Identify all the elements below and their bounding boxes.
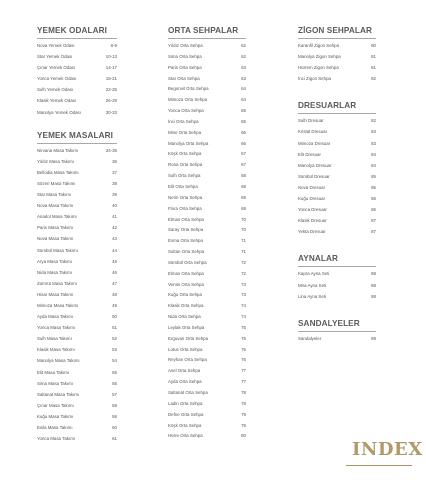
entry-page: 46 bbox=[112, 269, 117, 275]
entry-name: Klasik Dresuar bbox=[298, 218, 327, 224]
section bbox=[298, 26, 376, 87]
entry-page: 40 bbox=[112, 203, 117, 209]
index-entry bbox=[298, 336, 376, 347]
entry-page: 75 bbox=[241, 335, 246, 341]
entry-name: Mimoza Dresuar bbox=[298, 140, 331, 146]
entry-page: 67 bbox=[241, 151, 246, 157]
entry-name: Manolya Masa Takımı bbox=[37, 358, 80, 364]
index-entry bbox=[37, 314, 117, 325]
entry-page: 18-21 bbox=[105, 76, 117, 82]
entry-page: 55 bbox=[112, 369, 117, 375]
entry-page: 61 bbox=[112, 436, 117, 442]
entry-page: 86 bbox=[371, 196, 376, 202]
index-entry bbox=[298, 163, 376, 174]
entry-name: Nerin Orta Sehpa bbox=[168, 194, 203, 200]
entry-page: 70 bbox=[241, 216, 246, 222]
index-entry bbox=[37, 110, 117, 121]
index-entry bbox=[37, 403, 117, 414]
entry-page: 39 bbox=[112, 192, 117, 198]
section-divider bbox=[298, 113, 376, 114]
entry-name: Saltanat Masa Takımı bbox=[37, 391, 80, 397]
entry-name: Hisar Masa Takımı bbox=[37, 291, 74, 297]
entry-name: Esma Orta Sehpa bbox=[168, 238, 203, 244]
entry-name: Sultan Orta Sehpa bbox=[168, 249, 205, 255]
entry-page: 79 bbox=[241, 422, 246, 428]
column-3 bbox=[298, 26, 376, 347]
index-entry bbox=[168, 292, 246, 303]
index-entry bbox=[37, 181, 117, 192]
section-divider bbox=[37, 38, 117, 39]
entry-name: Saltanat Orta Sehpa bbox=[168, 390, 208, 395]
entry-name: Sulh Yemek Odası bbox=[37, 87, 74, 93]
entry-page: 51 bbox=[112, 325, 117, 331]
entry-page: 89 bbox=[371, 335, 376, 341]
entry-page: 74 bbox=[241, 303, 246, 309]
section bbox=[37, 26, 117, 121]
index-entry bbox=[168, 325, 246, 336]
index-entry bbox=[168, 433, 246, 444]
index-entry bbox=[37, 203, 117, 214]
index-entry bbox=[37, 248, 117, 259]
entry-name: Anadol Masa Takımı bbox=[37, 214, 77, 220]
entry-name: Mine Orta Sehpa bbox=[168, 129, 202, 135]
entry-page: 48 bbox=[112, 291, 117, 297]
index-entry bbox=[298, 65, 376, 76]
entry-page: 57 bbox=[112, 391, 117, 397]
index-entry bbox=[298, 174, 376, 185]
entry-page: 66 bbox=[241, 129, 246, 135]
index-entry bbox=[37, 214, 117, 225]
index-entry bbox=[298, 207, 376, 218]
index-entry bbox=[37, 148, 117, 159]
index-entry bbox=[168, 97, 246, 108]
entry-page: 80 bbox=[241, 433, 246, 439]
entry-page: 10-13 bbox=[105, 54, 117, 60]
entry-name: Nida Orta Sehpa bbox=[168, 314, 201, 320]
entry-name: İnci Zigon Sehpa bbox=[298, 76, 331, 82]
entry-name: Ayda Masa Takımı bbox=[37, 314, 73, 320]
index-entry bbox=[37, 425, 117, 436]
entry-page: 68 bbox=[241, 173, 246, 179]
entry-name: Klasik Masa Takımı bbox=[37, 347, 75, 353]
entry-name: Saray Orta Sehpa bbox=[168, 227, 204, 233]
entry-page: 54 bbox=[112, 358, 117, 364]
entry-page: 52 bbox=[112, 336, 117, 342]
entry-name: Elmas Orta Sehpa bbox=[168, 216, 204, 222]
section bbox=[298, 319, 376, 347]
index-entry bbox=[298, 294, 376, 305]
entry-page: 80 bbox=[371, 43, 376, 48]
entry-name: Mimoza Masa Takımı bbox=[37, 302, 79, 308]
entry-name: Sözen Masa Takımı bbox=[37, 180, 76, 186]
section-title: ZİGON SEHPALAR bbox=[298, 26, 373, 35]
section-divider bbox=[168, 38, 246, 39]
entry-page: 77 bbox=[241, 368, 246, 374]
entry-page: 62 bbox=[241, 53, 246, 59]
section-title: SANDALYELER bbox=[298, 318, 360, 328]
index-entry bbox=[37, 303, 117, 314]
entry-page: 50 bbox=[112, 314, 117, 320]
index-entry bbox=[168, 108, 246, 119]
entry-name: Star Yemek Odası bbox=[37, 54, 73, 60]
entry-page: 78 bbox=[241, 390, 246, 395]
index-entry bbox=[37, 347, 117, 358]
index-entry bbox=[168, 217, 246, 228]
entry-name: Paris Masa Takımı bbox=[37, 225, 74, 231]
index-entry bbox=[168, 336, 246, 347]
entry-page: 14-17 bbox=[105, 65, 117, 71]
entry-page: 88 bbox=[371, 282, 376, 288]
index-entry bbox=[168, 54, 246, 65]
entry-name: Mimoza Orta Sehpa bbox=[168, 97, 208, 103]
index-entry bbox=[168, 271, 246, 282]
entry-name: Arya Masa Takımı bbox=[37, 258, 73, 264]
section bbox=[298, 101, 376, 240]
entry-page: 68 bbox=[241, 183, 246, 189]
entry-name: Sümbül Orta Sehpa bbox=[168, 259, 207, 265]
entry-name: Yıldız Masa Takımı bbox=[37, 158, 75, 164]
index-entry bbox=[168, 130, 246, 141]
entry-name: İnci Orta Sehpa bbox=[168, 118, 199, 124]
index-entry bbox=[298, 196, 376, 207]
index-entry bbox=[168, 227, 246, 238]
index-entry bbox=[37, 370, 117, 381]
section bbox=[298, 254, 376, 304]
entry-page: 74 bbox=[241, 314, 246, 320]
entry-name: Paris Orta Sehpa bbox=[168, 64, 202, 70]
entry-page: 76 bbox=[241, 346, 246, 352]
entry-page: 63 bbox=[241, 64, 246, 70]
index-logo: INDEX bbox=[352, 439, 423, 460]
index-entry bbox=[298, 141, 376, 152]
index-entry bbox=[168, 119, 246, 130]
index-entry bbox=[168, 379, 246, 390]
index-entry bbox=[298, 283, 376, 294]
entry-page: 22-25 bbox=[105, 87, 117, 93]
entry-page: 84 bbox=[371, 162, 376, 168]
entry-name: Star Masa Takımı bbox=[37, 192, 72, 198]
entry-page: 66 bbox=[241, 140, 246, 146]
entry-page: 59 bbox=[112, 413, 117, 419]
entry-name: Yekta Dresuar bbox=[298, 229, 326, 235]
index-entry bbox=[168, 238, 246, 249]
index-entry bbox=[168, 314, 246, 325]
entry-name: Star Orta Sehpa bbox=[168, 75, 200, 81]
entry-page: 65 bbox=[241, 118, 246, 124]
index-entry bbox=[168, 65, 246, 76]
column-1 bbox=[37, 26, 117, 447]
entry-page: 72 bbox=[241, 259, 246, 265]
entry-name: Ayda Orta Sehpa bbox=[168, 379, 202, 385]
index-entry bbox=[168, 357, 246, 368]
section-title: DRESUARLAR bbox=[298, 101, 357, 111]
index-entry bbox=[37, 76, 117, 87]
entry-page: 65 bbox=[241, 108, 246, 114]
index-entry bbox=[298, 229, 376, 240]
column-2 bbox=[168, 26, 246, 444]
section-divider bbox=[298, 38, 376, 39]
entry-name: Rona Orta Sehpa bbox=[168, 162, 203, 168]
section-title: YEMEK ODALARI bbox=[37, 26, 107, 35]
entry-name: Ladin Orta Sehpa bbox=[168, 400, 203, 406]
section-divider bbox=[298, 266, 376, 267]
entry-name: Flora Orta Sehpa bbox=[168, 205, 202, 211]
entry-name: Klasik Orta Sehpa bbox=[168, 303, 204, 309]
section bbox=[37, 131, 117, 448]
index-entry bbox=[37, 281, 117, 292]
index-entry bbox=[168, 368, 246, 379]
entry-name: Nova Masa Takımı bbox=[37, 203, 74, 209]
entry-page: 53 bbox=[112, 347, 117, 353]
entry-name: Begonvil Orta Sehpa bbox=[168, 86, 209, 92]
entry-name: Klasik Yemek Odası bbox=[37, 98, 77, 104]
index-entry bbox=[37, 159, 117, 170]
entry-name: Elit Masa Takımı bbox=[37, 369, 70, 375]
index-entry bbox=[298, 54, 376, 65]
entry-name: Manolya Yemek Odası bbox=[37, 109, 81, 115]
entry-name: Sulh Masa Takımı bbox=[37, 336, 72, 342]
entry-name: Yonca Yemek Odası bbox=[37, 76, 77, 82]
section-title: ORTA SEHPALAR bbox=[168, 26, 239, 35]
entry-name: Elmas Orta Sehpa bbox=[168, 270, 204, 276]
index-entry bbox=[37, 325, 117, 336]
index-entry bbox=[37, 225, 117, 236]
entry-name: Lina Ayna Seti bbox=[298, 293, 326, 299]
index-entry bbox=[168, 260, 246, 271]
entry-name: Venüs Orta Sehpa bbox=[168, 281, 204, 287]
index-entry bbox=[37, 392, 117, 403]
entry-page: 64 bbox=[241, 86, 246, 92]
entry-name: Defne Orta Sehpa bbox=[168, 411, 204, 417]
entry-name: Zümrüt Masa Takımı bbox=[37, 280, 77, 286]
index-entry bbox=[298, 76, 376, 87]
entry-page: 77 bbox=[241, 379, 246, 385]
entry-name: Leylak Orta Sehpa bbox=[168, 324, 205, 330]
index-entry bbox=[37, 65, 117, 76]
entry-name: Reyhan Orta Sehpa bbox=[168, 357, 207, 363]
index-entry bbox=[168, 347, 246, 358]
entry-page: 88 bbox=[371, 293, 376, 299]
entry-name: Yonca Masa Takımı bbox=[37, 325, 76, 331]
index-entry bbox=[168, 141, 246, 152]
index-entry bbox=[37, 436, 117, 447]
index-entry bbox=[37, 236, 117, 247]
index-entry bbox=[37, 192, 117, 203]
entry-page: 87 bbox=[371, 229, 376, 235]
entry-name: Manolya Orta Sehpa bbox=[168, 140, 209, 146]
index-underline bbox=[346, 465, 412, 466]
entry-page: 82 bbox=[371, 76, 376, 82]
index-entry bbox=[168, 282, 246, 293]
index-entry bbox=[298, 129, 376, 140]
index-entry bbox=[37, 270, 117, 281]
entry-page: 26-29 bbox=[105, 98, 117, 104]
entry-name: Yonca Dresuar bbox=[298, 207, 327, 213]
index-entry bbox=[168, 86, 246, 97]
index-entry bbox=[37, 259, 117, 270]
entry-name: Hürre Orta Sehpa bbox=[168, 433, 203, 439]
entry-name: Asel Orta Sehpa bbox=[168, 368, 201, 374]
index-entry bbox=[168, 76, 246, 87]
entry-name: Sandalyeler bbox=[298, 335, 322, 341]
entry-page: 85 bbox=[371, 173, 376, 179]
index-entry bbox=[168, 162, 246, 173]
index-entry bbox=[168, 390, 246, 401]
index-entry bbox=[37, 292, 117, 303]
index-entry bbox=[37, 336, 117, 347]
entry-page: 47 bbox=[112, 280, 117, 286]
index-entry bbox=[37, 358, 117, 369]
entry-name: Yıldız Orta Sehpa bbox=[168, 43, 203, 48]
entry-page: 88 bbox=[371, 271, 376, 277]
entry-page: 85 bbox=[371, 184, 376, 190]
entry-page: 72 bbox=[241, 270, 246, 276]
section-title: YEMEK MASALARI bbox=[37, 130, 113, 140]
entry-name: Kuğu Orta Sehpa bbox=[168, 292, 202, 298]
entry-page: 87 bbox=[371, 218, 376, 224]
index-entry bbox=[168, 249, 246, 260]
entry-page: 44 bbox=[112, 247, 117, 253]
entry-name: Kapra Ayna Seti bbox=[298, 271, 330, 277]
entry-page: 73 bbox=[241, 292, 246, 298]
entry-name: Sulh Dresuar bbox=[298, 118, 324, 124]
entry-name: Sümbül Dresuar bbox=[298, 173, 330, 179]
section-title: AYNALAR bbox=[298, 254, 338, 264]
entry-page: 70 bbox=[241, 227, 246, 233]
entry-page: 30-33 bbox=[105, 109, 117, 115]
entry-name: Hürrem Zigon Sehpa bbox=[298, 65, 339, 71]
entry-page: 64 bbox=[241, 97, 246, 103]
index-entry bbox=[298, 118, 376, 129]
entry-name: Sulh Orta Sehpa bbox=[168, 173, 201, 179]
entry-page: 82 bbox=[371, 118, 376, 124]
index-entry bbox=[37, 43, 117, 54]
entry-page: 63 bbox=[241, 75, 246, 81]
entry-page: 69 bbox=[241, 194, 246, 200]
index-entry bbox=[298, 185, 376, 196]
section-divider bbox=[37, 143, 117, 144]
entry-page: 43 bbox=[112, 236, 117, 242]
index-entry bbox=[168, 151, 246, 162]
entry-page: 79 bbox=[241, 411, 246, 417]
entry-page: 36 bbox=[112, 158, 117, 164]
entry-name: Nirvana Masa Takımı bbox=[37, 147, 79, 153]
entry-page: 78 bbox=[241, 400, 246, 406]
entry-page: 38 bbox=[112, 180, 117, 186]
entry-page: 69 bbox=[241, 205, 246, 211]
entry-name: Kristal Dresuar bbox=[298, 129, 328, 135]
entry-page: 83 bbox=[371, 129, 376, 135]
entry-name: Sima Orta Sehpa bbox=[168, 53, 202, 59]
index-entry bbox=[37, 414, 117, 425]
index-entry bbox=[37, 170, 117, 181]
entry-page: 81 bbox=[371, 65, 376, 71]
entry-page: 56 bbox=[112, 380, 117, 386]
entry-name: Elit Dresuar bbox=[298, 151, 321, 157]
index-entry bbox=[298, 43, 376, 54]
entry-page: 60 bbox=[112, 425, 117, 430]
entry-name: Manolya Zigon Sehpa bbox=[298, 54, 341, 60]
entry-page: 86 bbox=[371, 207, 376, 213]
index-entry bbox=[37, 98, 117, 109]
entry-page: 49 bbox=[112, 302, 117, 308]
entry-page: 76 bbox=[241, 357, 246, 363]
entry-page: 71 bbox=[241, 249, 246, 255]
entry-name: Kuğu Dresuar bbox=[298, 196, 326, 202]
index-entry bbox=[37, 87, 117, 98]
entry-name: Lotus Orta Sehpa bbox=[168, 346, 203, 352]
entry-name: Karanfil Zigon Sehpa bbox=[298, 43, 340, 48]
entry-page: 8-9 bbox=[110, 43, 117, 48]
section-divider bbox=[298, 331, 376, 332]
index-entry bbox=[168, 195, 246, 206]
entry-name: Nida Masa Takımı bbox=[37, 269, 73, 275]
entry-name: Manolya Dresuar bbox=[298, 162, 332, 168]
entry-page: 41 bbox=[112, 214, 117, 220]
entry-page: 83 bbox=[371, 140, 376, 146]
entry-name: Köşk Orta Sehpa bbox=[168, 151, 202, 157]
index-entry bbox=[298, 218, 376, 229]
index-entry bbox=[168, 423, 246, 434]
entry-page: 58 bbox=[112, 402, 117, 408]
entry-name: Yonca Orta Sehpa bbox=[168, 108, 204, 114]
entry-name: Esila Masa Takımı bbox=[37, 425, 73, 430]
entry-page: 84 bbox=[371, 151, 376, 157]
section bbox=[168, 26, 246, 444]
entry-page: 37 bbox=[112, 169, 117, 175]
entry-page: 62 bbox=[241, 43, 246, 48]
entry-name: Erguvan Orta Sehpa bbox=[168, 335, 209, 341]
entry-page: 67 bbox=[241, 162, 246, 168]
entry-name: Mira Ayna Seti bbox=[298, 282, 327, 288]
entry-page: 71 bbox=[241, 238, 246, 244]
index-entry bbox=[37, 54, 117, 65]
index-entry bbox=[168, 43, 246, 54]
entry-name: Nova Masa Takımı bbox=[37, 236, 74, 242]
entry-name: Kuğu Masa Takımı bbox=[37, 413, 74, 419]
entry-page: 81 bbox=[371, 54, 376, 60]
index-entry bbox=[298, 152, 376, 163]
index-entry bbox=[37, 381, 117, 392]
entry-page: 42 bbox=[112, 225, 117, 231]
index-entry bbox=[298, 271, 376, 282]
index-entry bbox=[168, 184, 246, 195]
entry-name: Nova Yemek Odası bbox=[37, 43, 75, 48]
entry-name: Sümbül Masa Takımı bbox=[37, 247, 78, 253]
entry-page: 34-35 bbox=[105, 147, 117, 153]
entry-name: Çınar Masa Takımı bbox=[37, 402, 74, 408]
entry-name: Çınar Yemek Odası bbox=[37, 65, 76, 71]
index-entry bbox=[168, 303, 246, 314]
entry-page: 75 bbox=[241, 324, 246, 330]
entry-name: Bellodia Masa Takımı bbox=[37, 169, 79, 175]
index-entry bbox=[168, 412, 246, 423]
index-entry bbox=[168, 173, 246, 184]
entry-page: 45 bbox=[112, 258, 117, 264]
entry-page: 73 bbox=[241, 281, 246, 287]
entry-name: Sima Masa Takımı bbox=[37, 380, 74, 386]
entry-name: Elit Orta Sehpa bbox=[168, 183, 198, 189]
entry-name: Nova Dresuar bbox=[298, 184, 326, 190]
index-entry bbox=[168, 401, 246, 412]
entry-name: Yonca Masa Takımı bbox=[37, 436, 76, 442]
index-entry bbox=[168, 206, 246, 217]
entry-name: Köşk Orta Sehpa bbox=[168, 422, 202, 428]
